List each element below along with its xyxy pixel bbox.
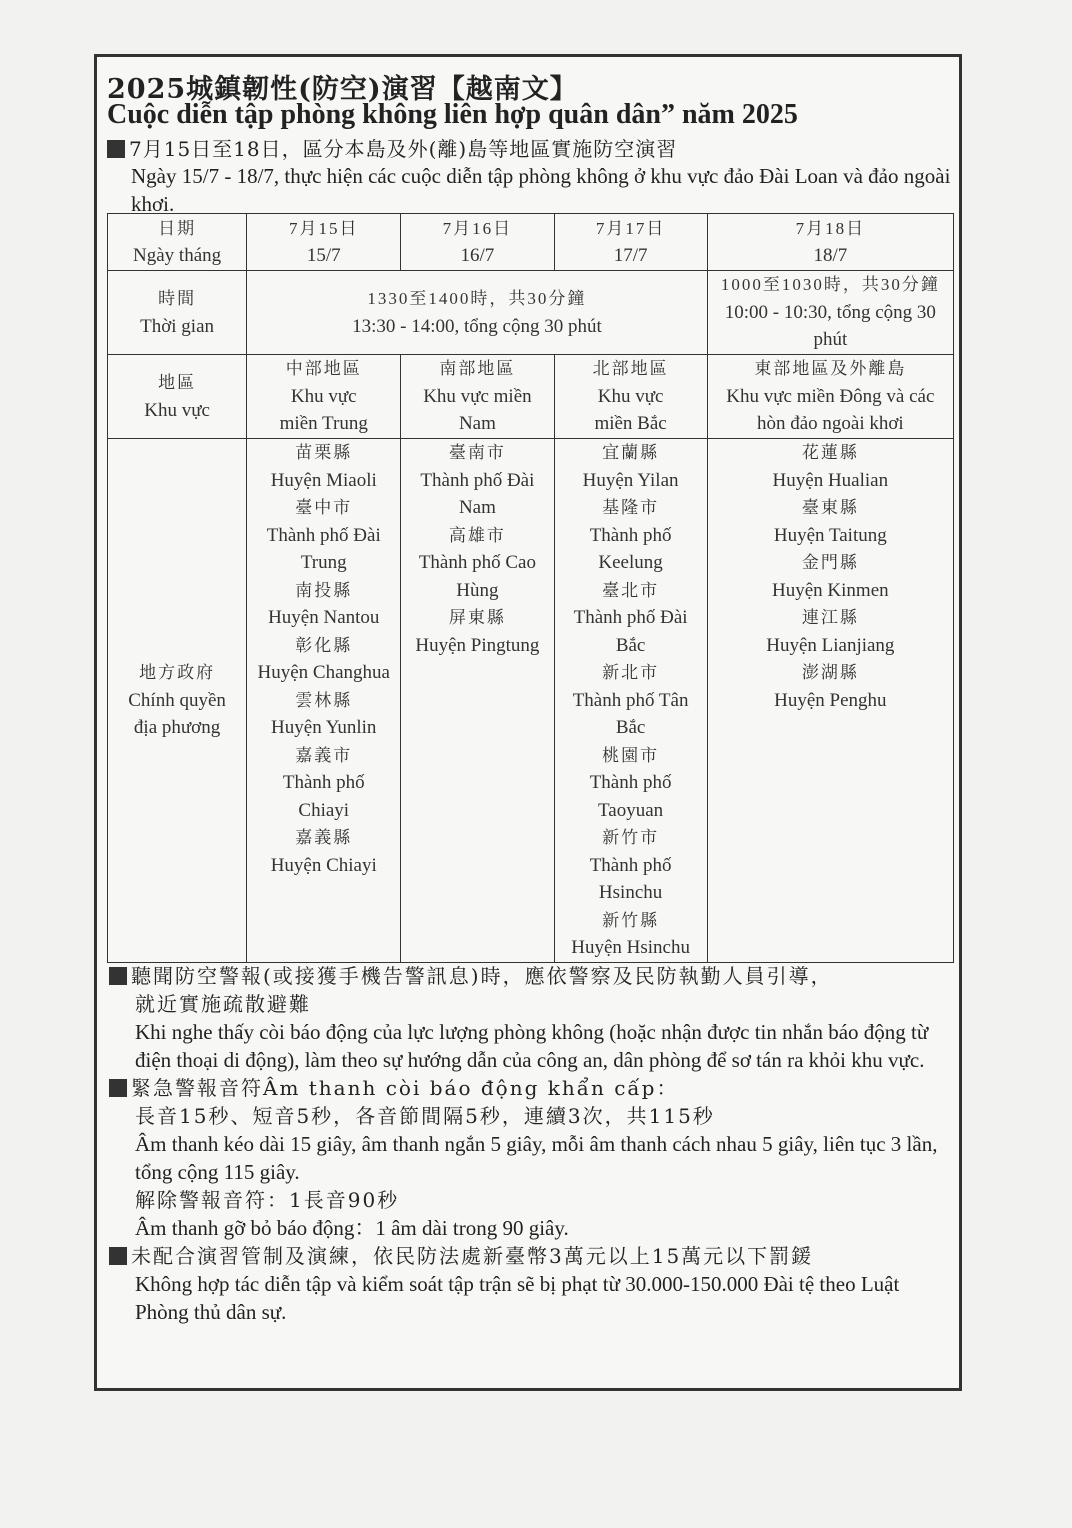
gov-line: 雲林縣: [295, 690, 353, 710]
time-cell-b: 1000至1030時，共30分鐘 10:00 - 10:30, tổng cộng 30 phút: [707, 271, 953, 355]
area-cell: 北部地區 Khu vực miền Bắc: [554, 355, 707, 439]
row-label-date: 日期 Ngày tháng: [108, 214, 247, 271]
bullet-square-icon: [109, 967, 127, 985]
gov-line: Huyện Nantou: [268, 607, 380, 628]
note-evacuation: 聽聞防空警報(或接獲手機告警訊息)時，應依警察及民防執勤人員引導， 就近實施疏散避難 Khi nghe thấy còi báo động của lực lượng phòng không (hoặc nhận được tin nhắn báo động từ điện thoại di động), làm theo sự hướng dẫn của công an, dân phòng để sơ tán ra khỏi khu vực.: [109, 962, 957, 1074]
gov-line: Taoyuan: [598, 799, 664, 821]
page-title-vietnamese: Cuộc diễn tập phòng không liên hợp quân dân” năm 2025: [107, 99, 798, 130]
gov-line: 花蓮縣: [801, 443, 859, 462]
note-alarm-tones: 緊急警報音符Âm thanh còi báo động khẩn cấp： 長音15秒、短音5秒，各音節間隔5秒，連續3次，共115秒 Âm thanh kéo dài 15 giây, âm thanh ngắn 5 giây, mỗi âm thanh cách nhau 5 giây, liên tục 3 lần, tổng cộng 115 giây. 解除警報音符：1長音90秒 Âm thanh gỡ bỏ báo động：1 âm dài trong 90 giây.: [109, 1074, 957, 1242]
gov-line: Trung: [300, 552, 347, 573]
row-label-time: 時間 Thời gian: [108, 271, 247, 355]
gov-cell: [707, 439, 953, 963]
gov-line: 新竹市: [602, 828, 660, 847]
gov-cell: [554, 439, 707, 963]
table-row-date: [108, 214, 954, 271]
gov-line: Thành phố Đài: [573, 607, 688, 628]
gov-line: 嘉義市: [295, 745, 353, 765]
date-cell: 7月18日 18/7: [707, 214, 953, 271]
gov-line: 臺北市: [602, 580, 660, 600]
gov-line: 臺南市: [448, 443, 506, 462]
gov-line: 金門縣: [801, 553, 859, 572]
gov-line: Nam: [458, 497, 496, 518]
gov-line: 苗栗縣: [295, 443, 353, 462]
gov-line: Thành phố Tân: [572, 689, 689, 711]
gov-line: Huyện Pingtung: [415, 634, 540, 656]
row-label-government: 地方政府 Chính quyền địa phương: [108, 439, 247, 963]
row-label-area: 地區 Khu vực: [108, 355, 247, 439]
notes-section: [109, 962, 957, 1326]
gov-line: Thành phố: [589, 524, 672, 546]
gov-line: Huyện Taitung: [773, 524, 887, 546]
table-row-time: [108, 271, 954, 355]
gov-line: 新北市: [602, 663, 660, 682]
gov-line: Chiayi: [298, 799, 350, 821]
date-cell: 7月15日 15/7: [247, 214, 401, 271]
gov-line: 桃園市: [602, 745, 660, 765]
gov-line: Thành phố: [589, 854, 672, 876]
page-title-chinese: 2025城鎮韌性(防空)演習【越南文】: [107, 74, 578, 105]
gov-line: Huyện Yilan: [582, 469, 679, 491]
area-cell: 中部地區 Khu vực miền Trung: [247, 355, 401, 439]
gov-cell: [401, 439, 554, 963]
time-cell-a: 1330至1400時，共30分鐘 13:30 - 14:00, tổng cộng 30 phút: [247, 271, 708, 355]
bullet-square-icon: [109, 1079, 127, 1097]
area-cell: 南部地區 Khu vực miền Nam: [401, 355, 554, 439]
gov-line: Thành phố: [282, 772, 365, 793]
gov-line: Thành phố Đài: [266, 524, 381, 546]
gov-line: 連江縣: [801, 608, 859, 627]
gov-line: Hsinchu: [598, 882, 663, 903]
intro-chinese: 7月15日至18日，區分本島及外(離)島等地區實施防空演習: [129, 137, 678, 161]
gov-line: 宜蘭縣: [602, 443, 660, 462]
gov-line: 南投縣: [295, 580, 353, 600]
gov-line: Hùng: [456, 579, 499, 601]
gov-line: Huyện Changhua: [257, 662, 390, 683]
gov-line: Huyện Yunlin: [271, 717, 377, 738]
gov-line: Huyện Hsinchu: [571, 937, 690, 958]
date-cell: 7月16日 16/7: [401, 214, 554, 271]
gov-line: Thành phố Đài: [420, 469, 535, 491]
gov-line: Huyện Miaoli: [270, 469, 377, 491]
schedule-table: [107, 213, 954, 963]
intro-block: [107, 133, 957, 218]
gov-cell: [247, 439, 401, 963]
gov-line: Huyện Lianjiang: [766, 634, 895, 656]
gov-line: 臺中市: [295, 498, 353, 517]
gov-line: Bắc: [615, 634, 646, 656]
gov-line: 高雄市: [448, 525, 506, 545]
gov-line: Huyện Chiayi: [270, 854, 377, 876]
bullet-square-icon: [107, 140, 125, 158]
note-penalty: 未配合演習管制及演練，依民防法處新臺幣3萬元以上15萬元以下罰鍰 Không hợp tác diễn tập và kiểm soát tập trận sẽ bị phạt từ 30.000-150.000 Đài tệ theo Luật Phòng thủ dân sự.: [109, 1242, 957, 1326]
intro-vietnamese: Ngày 15/7 - 18/7, thực hiện các cuộc diễn tập phòng không ở khu vực đảo Đài Loan và đảo ngoài khơi.: [131, 164, 951, 216]
gov-line: 屏東縣: [448, 608, 506, 627]
gov-line: Thành phố Cao: [418, 552, 536, 573]
table-row-area: [108, 355, 954, 439]
date-cell: 7月17日 17/7: [554, 214, 707, 271]
gov-line: Bắc: [615, 717, 646, 738]
gov-line: 嘉義縣: [295, 828, 353, 847]
gov-line: 基隆市: [602, 498, 660, 517]
gov-line: Keelung: [598, 552, 663, 573]
area-cell: 東部地區及外離島 Khu vực miền Đông và các hòn đảo ngoài khơi: [707, 355, 953, 439]
table-row-local-government: [108, 439, 954, 963]
bullet-square-icon: [109, 1247, 127, 1265]
gov-line: 彰化縣: [295, 635, 353, 655]
gov-line: 臺東縣: [801, 498, 859, 517]
gov-line: Huyện Penghu: [774, 689, 887, 711]
gov-line: 澎湖縣: [801, 663, 859, 682]
notice-sheet: [94, 54, 962, 1391]
gov-line: Thành phố: [589, 772, 672, 793]
gov-line: Huyện Kinmen: [772, 579, 889, 601]
gov-line: Huyện Hualian: [772, 469, 889, 491]
gov-line: 新竹縣: [602, 910, 660, 930]
